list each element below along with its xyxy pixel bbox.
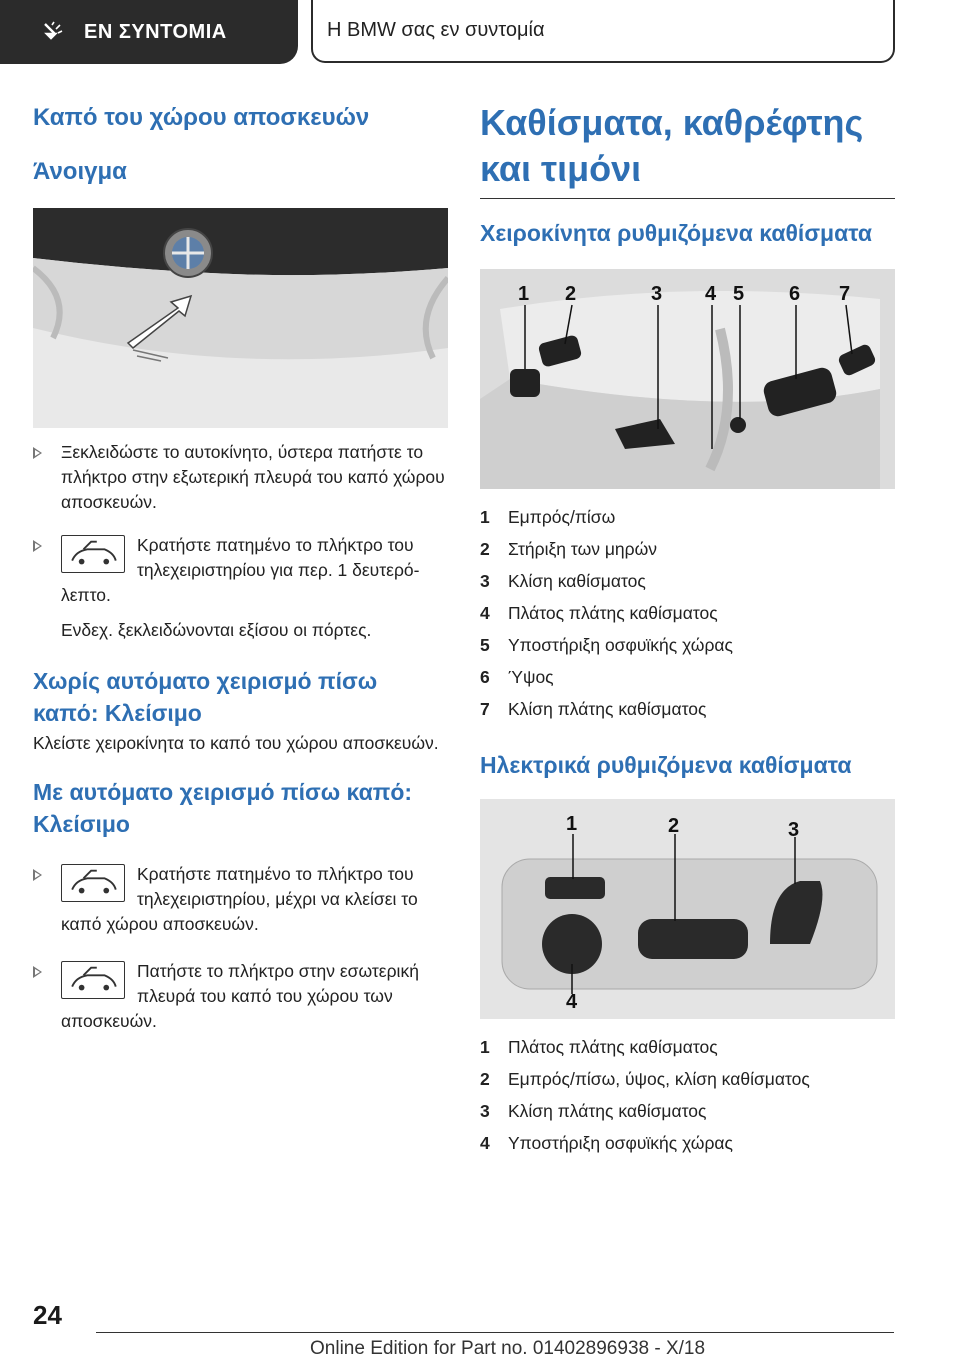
manual-callout-labels [480,283,895,307]
doors-note: Ενδεχ. ξεκλειδώνονται εξίσου οι πόρτες. [61,620,372,640]
legend-item: 7 Κλίση πλάτης καθίσματος [480,699,707,719]
trunk-photo [33,208,448,428]
section-tab[interactable] [0,0,298,64]
bullet-arrow-icon [33,966,42,978]
section-tab-label: ΕΝ ΣΥΝΤΟΜΙΑ [84,20,227,43]
electric-seat-photo [480,799,895,1019]
callout-6: 6 [789,283,801,305]
bullet-arrow-icon [33,447,42,459]
bullet-arrow-icon [33,869,42,881]
bullet-unlock [33,440,448,515]
footer-divider [96,1332,894,1333]
legend-item: 2 Εμπρός/πίσω, ύψος, κλίση καθίσματος [480,1069,810,1089]
callout-2: 2 [565,283,577,305]
manual-seat-photo [480,269,895,489]
legend-item: 1 Πλάτος πλάτης καθίσματος [480,1037,718,1057]
manual-legend [480,501,895,725]
opening-subtitle: Άνοιγμα [33,158,127,185]
callout-4: 4 [566,991,578,1013]
legend-item: 2 Στήριξη των μηρών [480,539,658,559]
page-number: 24 [33,1300,62,1330]
callout-4: 4 [705,283,717,305]
seats-title: Καθίσματα, καθρέφτης και τιμόνι [480,102,864,189]
callout-1: 1 [518,283,530,305]
left-column [33,100,448,1034]
electric-callout-labels [480,799,895,1019]
callout-7: 7 [839,283,851,305]
legend-item: 3 Κλίση καθίσματος [480,571,646,591]
auto-close-heading: Με αυτόματο χειρισμό πίσω καπό: Κλείσιμο [33,779,413,837]
breadcrumb[interactable] [311,0,895,63]
bullet-remote [33,533,448,608]
manual-close-heading: Χωρίς αυτόματο χειρισμό πίσω καπό: Κλείσιμο [33,668,378,726]
bullet-inner-button [33,959,448,1034]
bullet-inner-button-text: Πατήστε το πλήκτρο στην εσωτερική πλευρά του καπό του χώρου των αποσκευών. [61,961,419,1031]
legend-item: 1 Εμπρός/πίσω [480,507,616,527]
callout-3: 3 [788,819,800,841]
trunk-key-icon [61,864,125,902]
bullet-remote-text: Κρατήστε πατημένο το πλήκτρο του τηλεχειριστηρίου για περ. 1 δευτερόλεπτο. [61,535,420,605]
bullet-unlock-text: Ξεκλειδώστε το αυτοκίνητο, ύστερα πατήστε το πλήκτρο στην εξωτερική πλευρά του καπό χώρου αποσκευών. [61,442,445,512]
manual-seats-heading: Χειροκίνητα ρυθμιζόμενα καθίσματα [480,220,873,246]
bullet-hold-close [33,862,448,937]
legend-item: 6 Ύψος [480,667,554,687]
callout-1: 1 [566,813,578,835]
right-column [480,100,895,1159]
breadcrumb-text: Η BMW σας εν συντομία [327,19,545,41]
electric-seats-heading: Ηλεκτρικά ρυθμιζόμενα καθίσματα [480,752,852,778]
bullet-hold-close-text: Κρατήστε πατημένο το πλήκτρο του τηλεχειριστηρίου, μέχρι να κλείσει το καπό χώρου αποσκευών. [61,864,418,934]
callout-2: 2 [668,815,680,837]
legend-item: 5 Υποστήριξη οσφυϊκής χώρας [480,635,733,655]
title-divider [480,198,895,199]
quick-reference-icon [42,21,64,43]
electric-legend [480,1031,895,1159]
callout-5: 5 [733,283,745,305]
trunk-title: Καπό του χώρου αποσκευών [33,104,370,131]
trunk-key-icon [61,535,125,573]
legend-item: 4 Υποστήριξη οσφυϊκής χώρας [480,1133,733,1153]
edition-text: Online Edition for Part no. 01402896938 - X/18 [310,1338,706,1359]
manual-close-text: Κλείστε χειροκίνητα το καπό του χώρου αποσκευών. [33,733,439,753]
trunk-key-icon [61,961,125,999]
legend-item: 3 Κλίση πλάτης καθίσματος [480,1101,707,1121]
legend-item: 4 Πλάτος πλάτης καθίσματος [480,603,718,623]
callout-3: 3 [651,283,663,305]
bullet-arrow-icon [33,540,42,552]
